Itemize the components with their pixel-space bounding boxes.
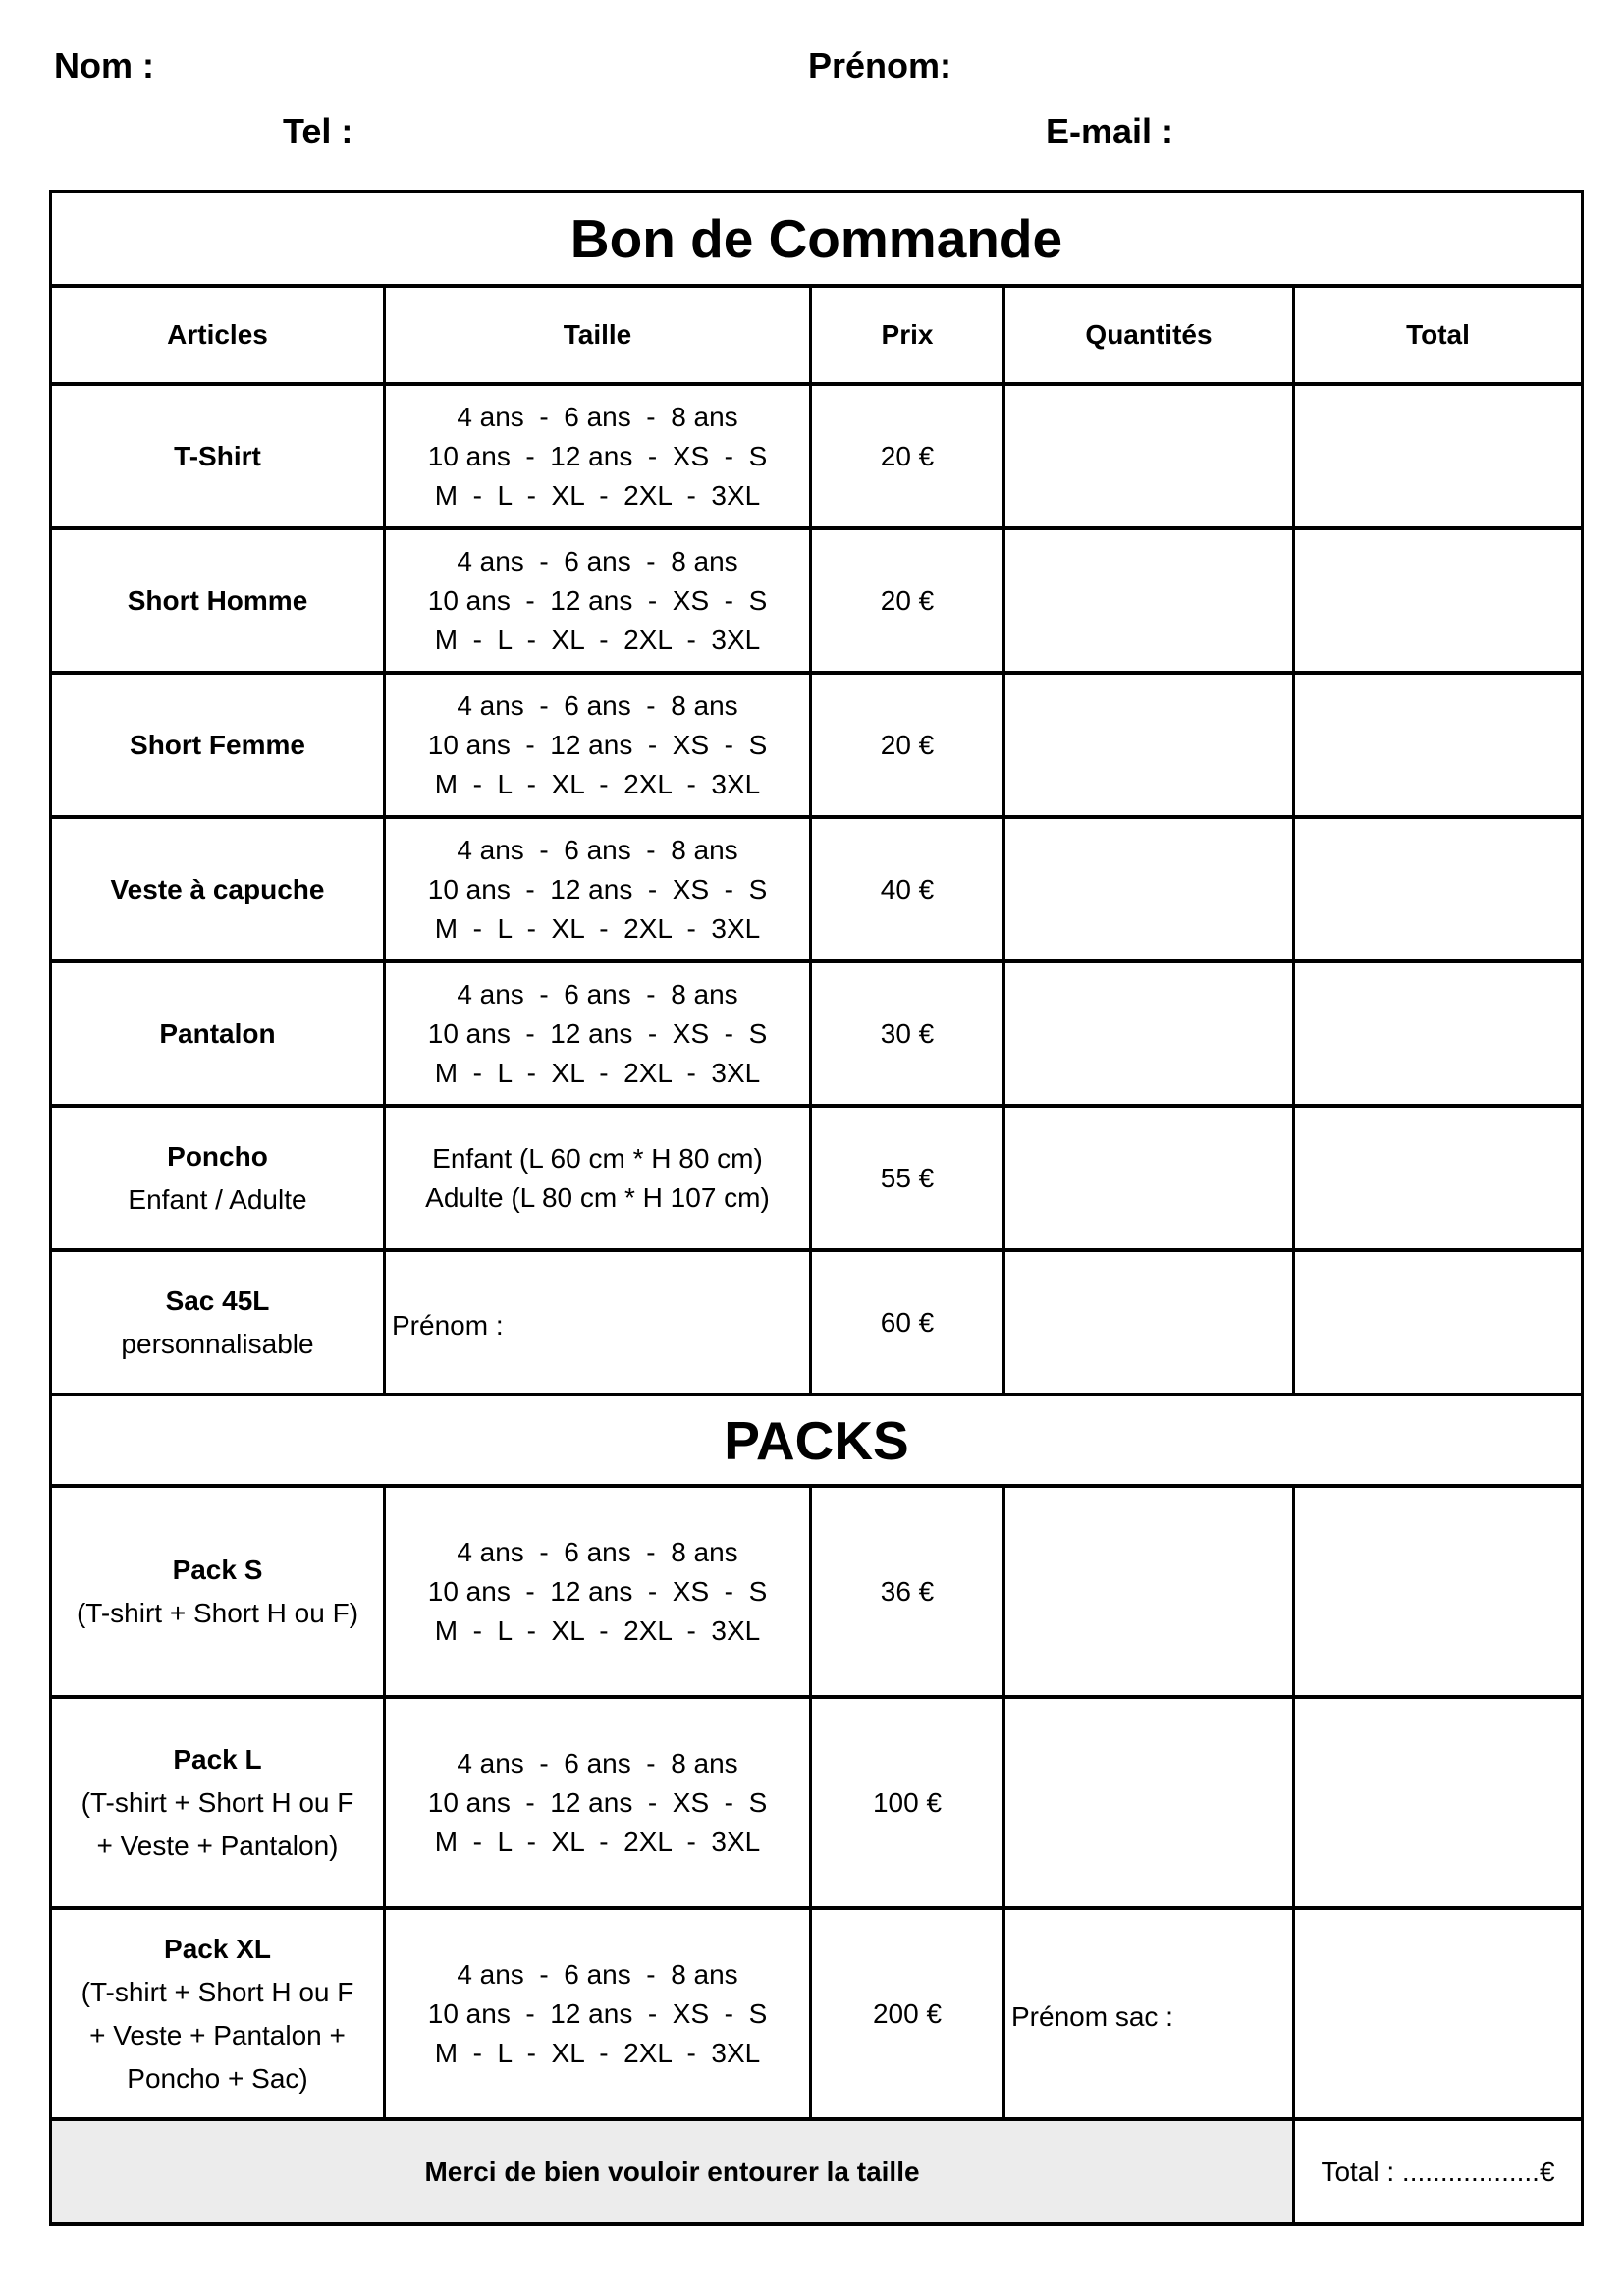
price-cell: 36 €	[811, 1486, 1004, 1697]
size-line: 4 ans - 6 ans - 8 ans	[457, 1958, 738, 1990]
quantity-cell[interactable]	[1004, 1697, 1294, 1908]
size-line: 10 ans - 12 ans - XS - S	[427, 440, 768, 471]
article-subtitle: + Veste + Pantalon)	[96, 1830, 339, 1861]
table-row	[51, 1106, 1583, 1250]
table-row	[51, 1697, 1583, 1908]
article-cell	[51, 1486, 385, 1697]
total-cell[interactable]	[1294, 1486, 1583, 1697]
size-line: M - L - XL - 2XL - 3XL	[434, 624, 761, 655]
table-row	[51, 1908, 1583, 2119]
size-line: M - L - XL - 2XL - 3XL	[434, 479, 761, 511]
taille-cell	[385, 961, 811, 1106]
article-cell	[51, 528, 385, 673]
quantity-note-cell[interactable]	[1004, 1908, 1294, 2119]
total-cell[interactable]	[1294, 673, 1583, 817]
table-row	[51, 384, 1583, 528]
nom-label: Nom :	[54, 45, 154, 85]
article-cell	[51, 961, 385, 1106]
size-line: M - L - XL - 2XL - 3XL	[434, 912, 761, 944]
article-subtitle: (T-shirt + Short H ou F	[81, 1786, 354, 1818]
size-line: 10 ans - 12 ans - XS - S	[427, 729, 768, 760]
article-name: Pack S	[172, 1554, 263, 1585]
size-line: M - L - XL - 2XL - 3XL	[434, 2037, 761, 2068]
quantity-cell[interactable]	[1004, 528, 1294, 673]
total-cell[interactable]	[1294, 1908, 1583, 2119]
article-name: T-Shirt	[174, 440, 261, 471]
total-cell[interactable]	[1294, 817, 1583, 961]
price-cell: 40 €	[811, 817, 1004, 961]
email-label: E-mail :	[1046, 111, 1174, 151]
size-line: M - L - XL - 2XL - 3XL	[434, 1614, 761, 1646]
article-subtitle: (T-shirt + Short H ou F)	[76, 1597, 359, 1628]
size-line: Enfant (L 60 cm * H 80 cm)	[432, 1142, 763, 1174]
taille-cell	[385, 1908, 811, 2119]
total-cell[interactable]	[1294, 1250, 1583, 1394]
article-name: Pack L	[173, 1743, 262, 1775]
article-subtitle: personnalisable	[121, 1328, 314, 1359]
column-header-row	[51, 286, 1583, 384]
taille-cell	[385, 384, 811, 528]
quantity-cell[interactable]	[1004, 1250, 1294, 1394]
size-line: 10 ans - 12 ans - XS - S	[427, 1786, 768, 1818]
quantity-cell[interactable]	[1004, 961, 1294, 1106]
size-line: 4 ans - 6 ans - 8 ans	[457, 689, 738, 721]
article-name: Short Homme	[127, 584, 308, 616]
footer-row	[51, 2119, 1583, 2224]
quantity-cell[interactable]	[1004, 1106, 1294, 1250]
table-row	[51, 1250, 1583, 1394]
total-cell[interactable]	[1294, 384, 1583, 528]
prenom-sac-note: Prénom sac :	[1011, 2000, 1173, 2032]
price-cell: 200 €	[811, 1908, 1004, 2119]
article-cell	[51, 673, 385, 817]
price-cell: 55 €	[811, 1106, 1004, 1250]
size-line: 10 ans - 12 ans - XS - S	[427, 1017, 768, 1049]
quantity-cell[interactable]	[1004, 1486, 1294, 1697]
price-cell: 20 €	[811, 673, 1004, 817]
article-cell	[51, 384, 385, 528]
taille-note-cell[interactable]	[385, 1250, 811, 1394]
quantity-cell[interactable]	[1004, 817, 1294, 961]
footer-message: Merci de bien vouloir entourer la taille	[51, 2119, 1294, 2224]
article-name: Short Femme	[130, 729, 305, 760]
article-name: Veste à capuche	[110, 873, 325, 904]
article-name: Sac 45L	[165, 1285, 270, 1316]
price-cell: 100 €	[811, 1697, 1004, 1908]
size-line: 10 ans - 12 ans - XS - S	[427, 584, 768, 616]
size-line: 4 ans - 6 ans - 8 ans	[457, 1536, 738, 1567]
article-cell	[51, 1106, 385, 1250]
total-cell[interactable]	[1294, 1697, 1583, 1908]
size-line: 10 ans - 12 ans - XS - S	[427, 873, 768, 904]
quantity-cell[interactable]	[1004, 673, 1294, 817]
prenom-label: Prénom:	[808, 45, 952, 85]
article-cell	[51, 1908, 385, 2119]
packs-section-row	[51, 1394, 1583, 1486]
grand-total-cell[interactable]: Total : ..................€	[1294, 2119, 1583, 2224]
table-row	[51, 961, 1583, 1106]
article-name: Pantalon	[159, 1017, 276, 1049]
size-line: 4 ans - 6 ans - 8 ans	[457, 545, 738, 576]
article-cell	[51, 817, 385, 961]
size-line: 4 ans - 6 ans - 8 ans	[457, 401, 738, 432]
size-line: 4 ans - 6 ans - 8 ans	[457, 1747, 738, 1778]
total-cell[interactable]	[1294, 528, 1583, 673]
article-subtitle: (T-shirt + Short H ou F	[81, 1976, 354, 2007]
size-line: Adulte (L 80 cm * H 107 cm)	[425, 1181, 770, 1213]
col-header-taille: Taille	[385, 286, 811, 384]
packs-section-title: PACKS	[51, 1394, 1583, 1486]
quantity-cell[interactable]	[1004, 384, 1294, 528]
col-header-total: Total	[1294, 286, 1583, 384]
table-row	[51, 817, 1583, 961]
article-name: Pack XL	[164, 1933, 271, 1964]
article-subtitle: Enfant / Adulte	[128, 1183, 307, 1215]
taille-cell	[385, 673, 811, 817]
article-subtitle: + Veste + Pantalon +	[89, 2019, 346, 2050]
size-line: M - L - XL - 2XL - 3XL	[434, 1057, 761, 1088]
price-cell: 20 €	[811, 384, 1004, 528]
order-table	[49, 190, 1584, 2226]
col-header-quantites: Quantités	[1004, 286, 1294, 384]
table-row	[51, 1486, 1583, 1697]
table-title: Bon de Commande	[51, 191, 1583, 286]
total-cell[interactable]	[1294, 961, 1583, 1106]
size-line: 10 ans - 12 ans - XS - S	[427, 1997, 768, 2029]
table-title-row	[51, 191, 1583, 286]
taille-cell	[385, 817, 811, 961]
price-cell: 20 €	[811, 528, 1004, 673]
col-header-prix: Prix	[811, 286, 1004, 384]
price-cell: 30 €	[811, 961, 1004, 1106]
table-row	[51, 673, 1583, 817]
total-cell[interactable]	[1294, 1106, 1583, 1250]
size-line: M - L - XL - 2XL - 3XL	[434, 1826, 761, 1857]
taille-cell	[385, 1486, 811, 1697]
col-header-articles: Articles	[51, 286, 385, 384]
size-line: 4 ans - 6 ans - 8 ans	[457, 834, 738, 865]
size-line: 4 ans - 6 ans - 8 ans	[457, 978, 738, 1010]
size-line: 10 ans - 12 ans - XS - S	[427, 1575, 768, 1607]
table-row	[51, 528, 1583, 673]
article-cell	[51, 1250, 385, 1394]
taille-cell	[385, 1697, 811, 1908]
taille-cell	[385, 1106, 811, 1250]
price-cell: 60 €	[811, 1250, 1004, 1394]
taille-cell	[385, 528, 811, 673]
prenom-note: Prénom :	[392, 1309, 504, 1340]
article-subtitle: Poncho + Sac)	[127, 2062, 308, 2094]
article-cell	[51, 1697, 385, 1908]
tel-label: Tel :	[283, 111, 353, 151]
article-name: Poncho	[167, 1140, 268, 1172]
size-line: M - L - XL - 2XL - 3XL	[434, 768, 761, 799]
